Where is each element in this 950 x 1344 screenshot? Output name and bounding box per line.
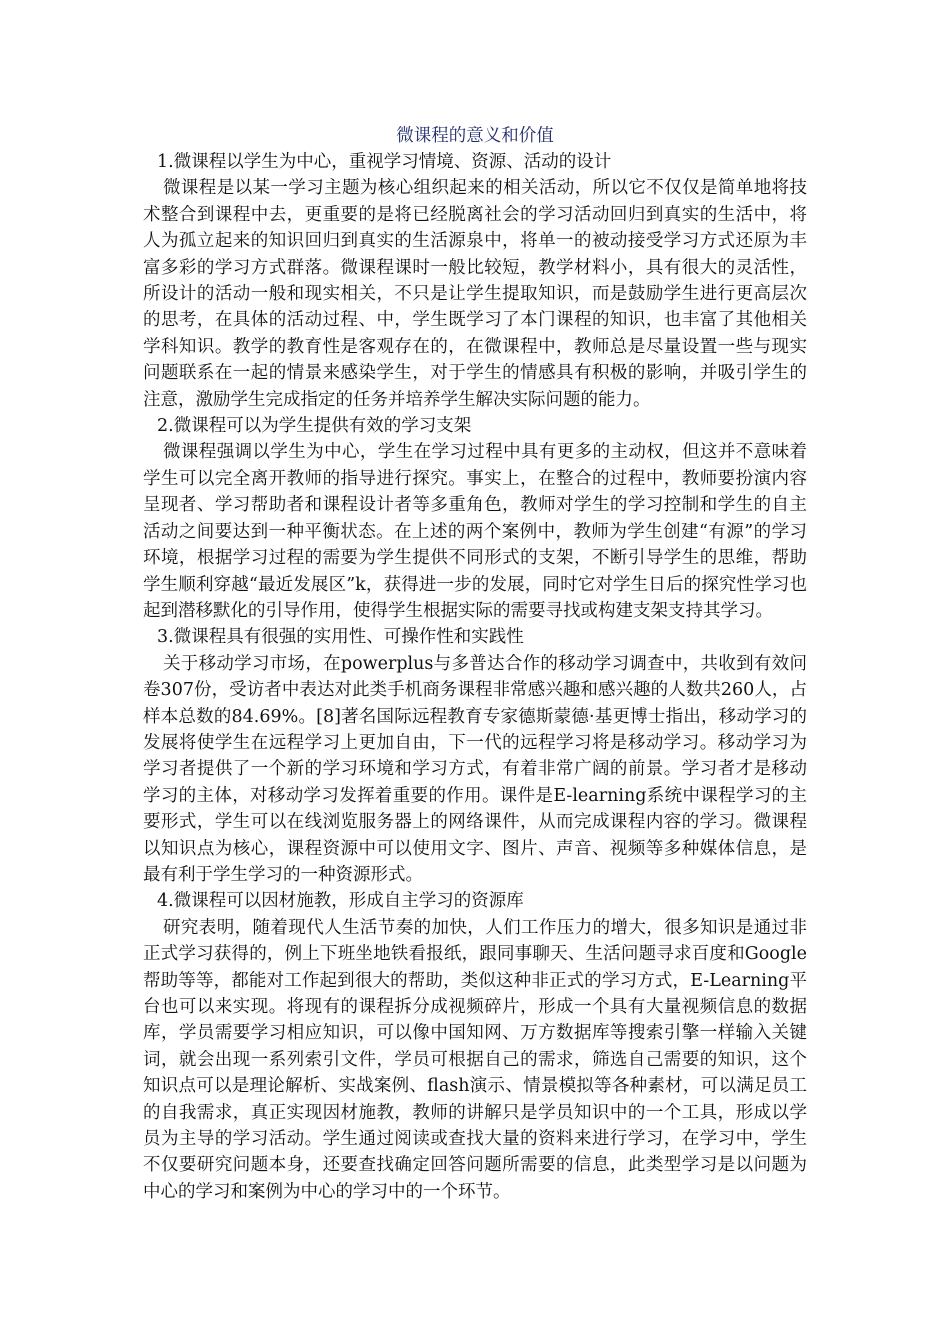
section-heading: 4.微课程可以因材施教，形成自主学习的资源库	[157, 891, 524, 912]
document-page	[143, 123, 807, 1205]
section-4	[143, 888, 807, 1205]
section-heading: 1.微课程以学生为中心，重视学习情境、资源、活动的设计	[157, 152, 612, 172]
section-paragraph: 微课程强调以学生为中心，学生在学习过程中具有更多的主动权，但这并不意味着学生可以完全离开教师的指导进行探究。事实上，在整合的过程中，教师要扮演内容呈现者、学习帮助者和课程设计者等多重角色，教师对学生的学习控制和学生的自主活动之间要达到一种平衡状态。在上述的两个案例中，教师为学生创建“有源”的学习环境，根据学习过程的需要为学生提供不同形式的支架，不断引导学生的思维，帮助学生顺利穿越“最近发展区”k，获得进一步的发展，同时它对学生日后的探究性学习也起到潜移默化的引导作用，使得学生根据实际的需要寻找或构建支架支持其学习。	[143, 442, 807, 621]
document-title: 微课程的意义和价值	[396, 126, 554, 146]
section-3	[143, 624, 807, 888]
section-heading: 3.微课程具有很强的实用性、可操作性和实践性	[157, 627, 524, 648]
section-paragraph: 关于移动学习市场，在powerplus与多普达合作的移动学习调查中，共收到有效问卷307份，受访者中表达对此类手机商务课程非常感兴趣和感兴趣的人数共260人，占样本总数的84.69%。[8]著名国际远程教育专家德斯蒙德·基更博士指出，移动学习的发展将使学生在远程学习上更加自由，下一代的远程学习将是移动学习。移动学习为学习者提供了一个新的学习环境和学习方式，有着非常广阔的前景。学习者才是移动学习的主体，对移动学习发挥着重要的作用。课件是E-learning系统中课程学习的主要形式，学生可以在线浏览服务器上的网络课件，从而完成课程内容的学习。微课程以知识点为核心，课程资源中可以使用文字、图片、声音、视频等多种媒体信息，是最有利于学生学习的一种资源形式。	[143, 653, 807, 885]
section-1	[143, 149, 807, 413]
section-heading: 2.微课程可以为学生提供有效的学习支架	[157, 416, 472, 437]
section-2	[143, 413, 807, 624]
section-paragraph: 研究表明，随着现代人生活节奏的加快，人们工作压力的增大，很多知识是通过非正式学习获得的，例上下班坐地铁看报纸，跟同事聊天、生活问题寻求百度和Google帮助等等，都能对工作起到很大的帮助，类似这种非正式的学习方式，E-Learning平台也可以来实现。将现有的课程拆分成视频碎片，形成一个具有大量视频信息的数据库，学员需要学习相应知识，可以像中国知网、万方数据库等搜索引擎一样输入关键词，就会出现一系列索引文件，学员可根据自己的需求，筛选自己需要的知识，这个知识点可以是理论解析、实战案例、flash演示、情景模拟等各种素材，可以满足员工的自我需求，真正实现因材施教，教师的讲解只是学员知识中的一个工具，形成以学员为主导的学习活动。学生通过阅读或查找大量的资料来进行学习，在学习中，学生不仅要研究问题本身，还要查找确定回答问题所需要的信息，此类型学习是以问题为中心的学习和案例为中心的学习中的一个环节。	[143, 917, 807, 1202]
section-paragraph: 微课程是以某一学习主题为核心组织起来的相关活动，所以它不仅仅是简单地将技术整合到课程中去，更重要的是将已经脱离社会的学习活动回归到真实的生活中，将人为孤立起来的知识回归到真实的生活源泉中，将单一的被动接受学习方式还原为丰富多彩的学习方式群落。微课程课时一般比较短，教学材料小，具有很大的灵活性，所设计的活动一般和现实相关，不只是让学生提取知识，而是鼓励学生进行更高层次的思考，在具体的活动过程、中，学生既学习了本门课程的知识，也丰富了其他相关学科知识。教学的教育性是客观存在的，在微课程中，教师总是尽量设置一些与现实问题联系在一起的情景来感染学生，对于学生的情感具有积极的影响，并吸引学生的注意，激励学生完成指定的任务并培养学生解决实际问题的能力。	[143, 178, 807, 410]
